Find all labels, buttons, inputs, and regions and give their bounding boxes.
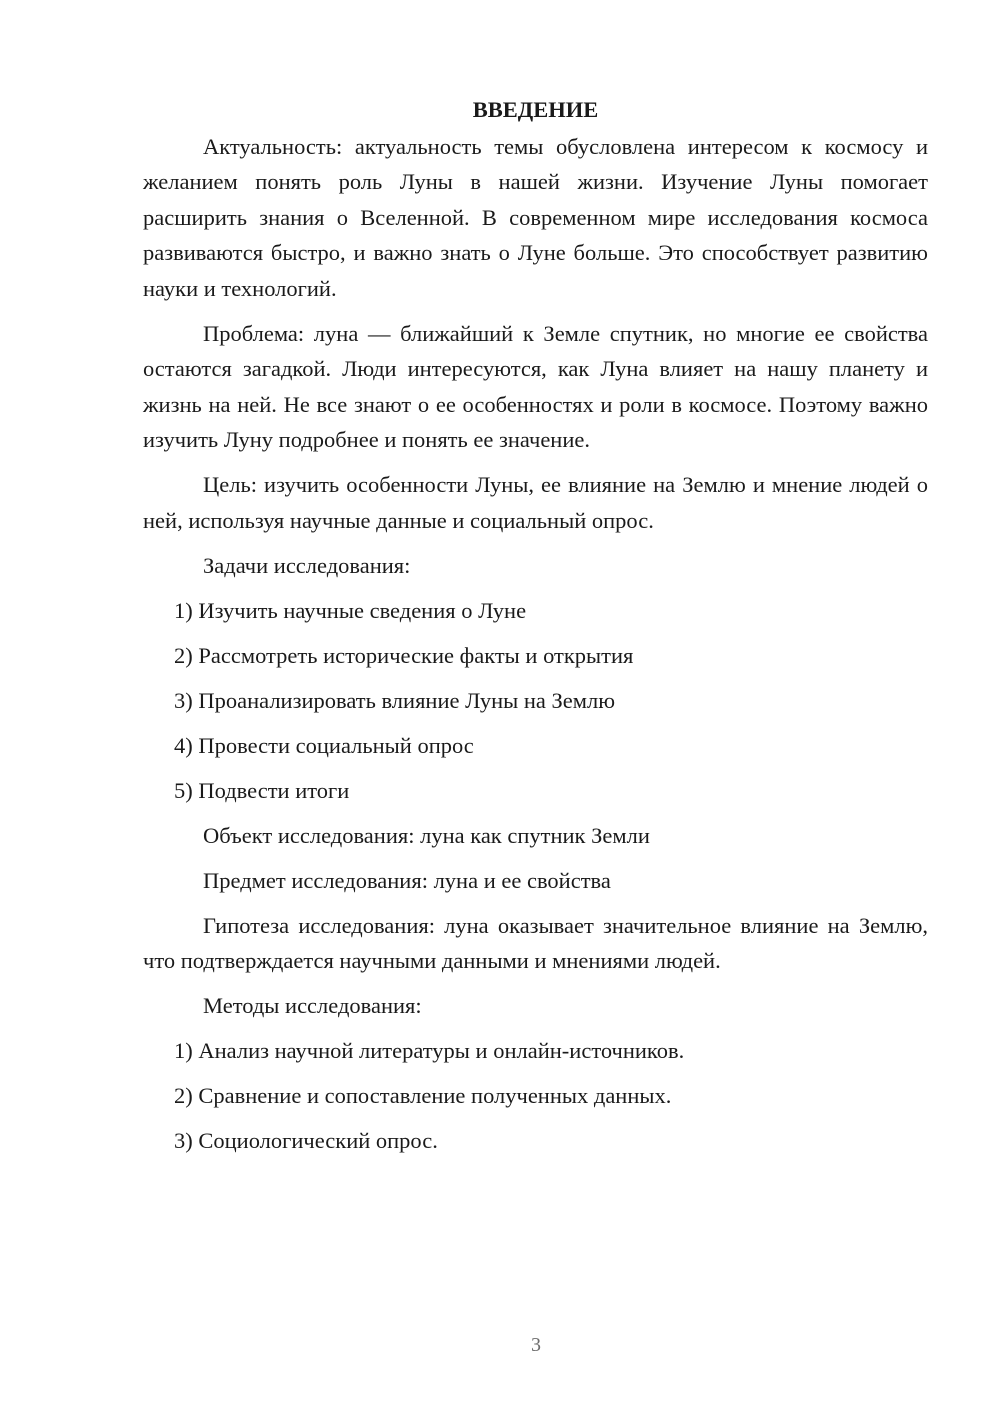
method-item-3: 3) Социологический опрос. [174,1128,438,1153]
document-page [143,92,928,1168]
task-item-2: 2) Рассмотреть исторические факты и открытия [174,642,634,668]
tasks-heading: Задачи исследования: [203,552,411,578]
hypothesis-paragraph: Гипотеза исследования: луна оказывает значительное влияние на Землю, что подтверждается научными данными и мнениями людей. [143,912,928,973]
problem-paragraph: Проблема: луна — ближайший к Земле спутник, но многие ее свойства остаются загадкой. Люди интересуются, как Луна влияет на нашу планету и жизнь на ней. Не все знают о ее особенностях и роли в космосе. Поэтому важно изучить Луну подробнее и понять ее значение. [143,320,928,452]
page-number: 3 [531,1334,541,1356]
section-title: ВВЕДЕНИЕ [472,97,599,122]
research-subject: Предмет исследования: луна и ее свойства [203,867,611,893]
method-item-1: 1) Анализ научной литературы и онлайн-источников. [174,1038,685,1063]
task-item-3: 3) Проанализировать влияние Луны на Землю [174,687,616,713]
research-object: Объект исследования: луна как спутник Земли [203,822,650,848]
task-item-4: 4) Провести социальный опрос [174,732,474,758]
methods-heading: Методы исследования: [203,993,422,1018]
relevance-paragraph: Актуальность: актуальность темы обусловлена интересом к космосу и желанием понять роль Луны в нашей жизни. Изучение Луны помогает расширить знания о Вселенной. В современном мире исследования космоса развиваются быстро, и важно знать о Луне больше. Это способствует развитию науки и технологий. [143,133,928,301]
goal-paragraph: Цель: изучить особенности Луны, ее влияние на Землю и мнение людей о ней, используя научные данные и социальный опрос. [143,472,928,533]
method-item-2: 2) Сравнение и сопоставление полученных данных. [174,1083,672,1108]
task-item-1: 1) Изучить научные сведения о Луне [174,597,527,623]
task-item-5: 5) Подвести итоги [174,777,350,803]
